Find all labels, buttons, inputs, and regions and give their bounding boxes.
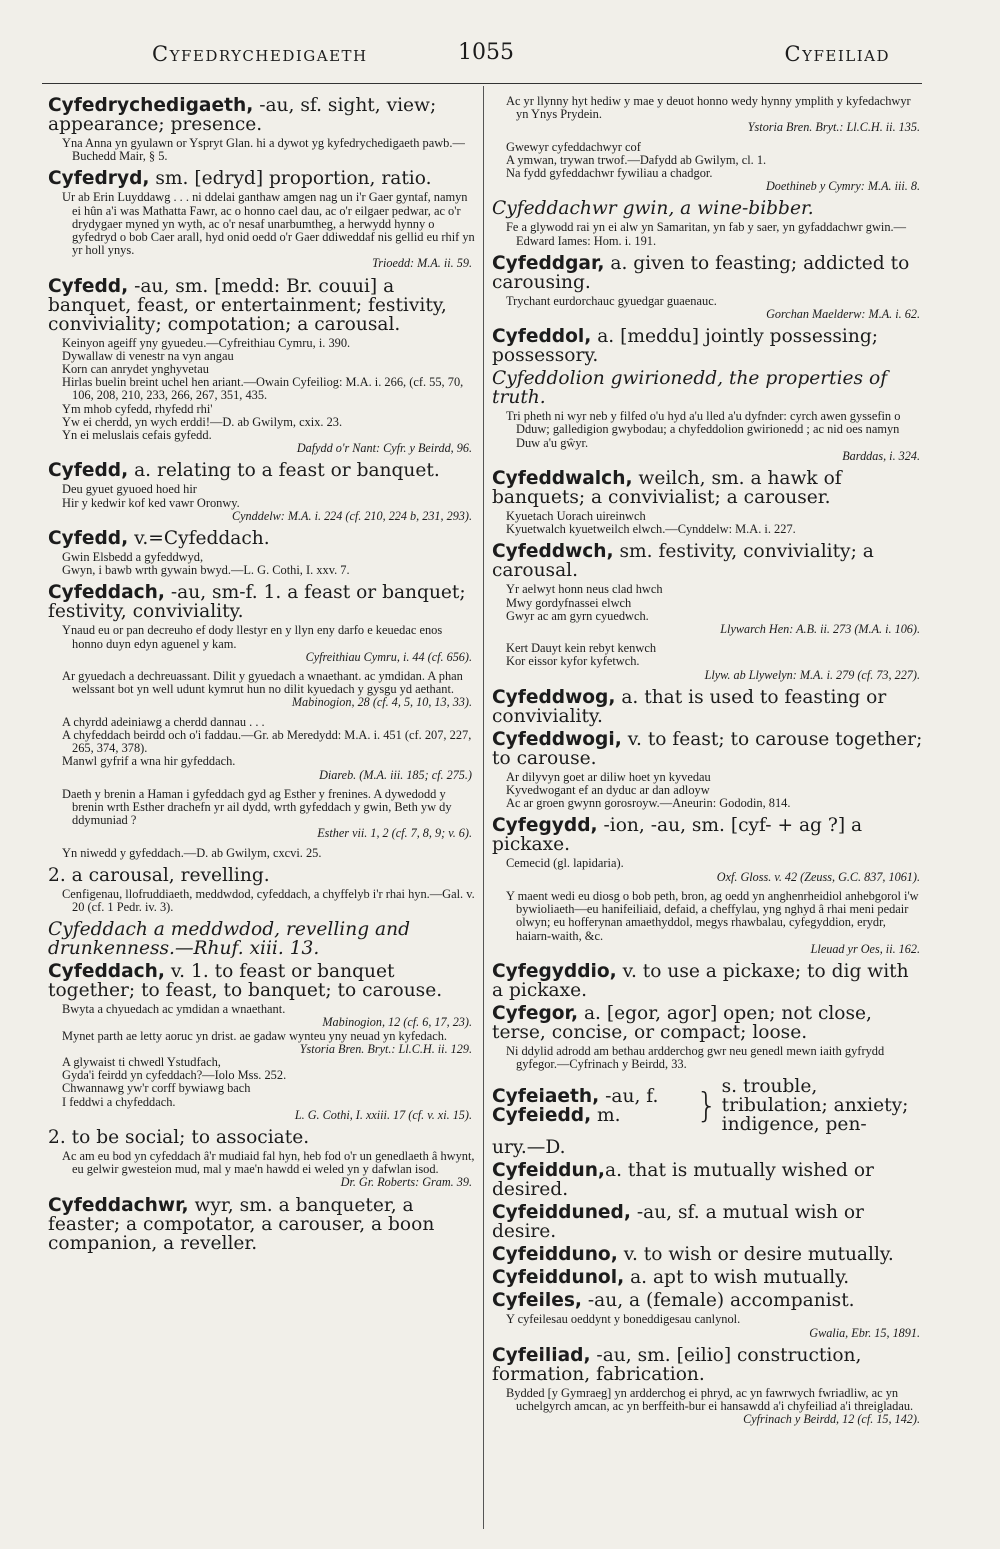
headword: Cyfeiaeth,	[492, 1085, 600, 1107]
citation-block	[62, 788, 476, 841]
definition-continuation: ury.—D.	[492, 1137, 566, 1159]
citation-line: Yr aelwyt honn neus clad hwch	[506, 582, 663, 597]
citation-line: Gwyn, i bawb wrth gywain bwyd.—L. G. Cothi, I. xxv. 7.	[62, 563, 350, 578]
headword: Cyfeddach,	[48, 582, 165, 604]
dictionary-entry	[492, 1346, 924, 1384]
dictionary-entry	[492, 688, 924, 726]
dictionary-entry	[492, 730, 924, 768]
citation-block	[506, 583, 924, 636]
headword: Cyfeddachwr,	[48, 1194, 189, 1216]
headword: Cyfeidduno,	[492, 1244, 618, 1266]
citation-line: A chyrdd adeiniawg a cherdd dannau . . .	[62, 714, 265, 729]
citation-line: Fe a glywodd rai yn ei alw yn Samaritan, yn fab y saer, yn gyfaddachwr gwin.—Edward Iames: Hom. i. 191.	[506, 220, 907, 248]
citation-source: Cyfreithiau Cymru, i. 44 (cf. 656).	[305, 649, 472, 664]
citation-line: Kyuetwalch kyuetweilch elwch.—Cynddelw: M.A. i. 227.	[506, 522, 796, 537]
definition: -ion, -au, sm. [cyf- + ag ?] a pickaxe.	[492, 815, 863, 856]
dictionary-entry	[48, 96, 476, 134]
citation-line: Kert Dauyt kein rebyt kenwch	[506, 641, 657, 656]
headword: Cyfeiliad,	[492, 1344, 591, 1366]
definition: a. relating to a feast or banquet.	[128, 460, 440, 482]
citation-source: Llywarch Hen: A.B. ii. 273 (M.A. i. 106).	[720, 622, 920, 637]
dictionary-entry	[48, 583, 476, 621]
citation-source: Barddas, i. 324.	[842, 448, 920, 463]
headword: Cyfedd,	[48, 528, 129, 550]
citation-block	[62, 551, 476, 577]
definition: -au, sf. sight, view; appearance; presence.	[48, 95, 437, 135]
entry-cyfeiaeth-cyfeiedd	[492, 1077, 924, 1134]
citation-block	[506, 1313, 924, 1339]
definition: a. [egor, agor] open; not close, terse, concise, or compact; loose.	[492, 1002, 872, 1043]
headword: Cyfeddgar,	[492, 252, 605, 274]
definition: -au, sm. [medd: Br. couui] a banquet, feast, or entertainment; festivity, conviviality; compotation; a carousal.	[48, 275, 447, 335]
citation-source: Diareb. (M.A. iii. 185; cf. 275.)	[319, 767, 472, 782]
dictionary-entry	[492, 1245, 924, 1264]
citation-block	[506, 410, 924, 463]
citation-source: Cyfrinach y Beirdd, 12 (cf. 15, 142).	[743, 1412, 920, 1427]
definition: a. [meddu] jointly possessing; possessory.	[492, 326, 879, 367]
right-entry-list-tail	[492, 1161, 924, 1426]
sense-2-phrase: Cyfeddach a meddwdod, revelling and drunkenness.—Rhuf. xiii. 13.	[48, 919, 410, 960]
dictionary-entry	[492, 1004, 924, 1042]
definition: v. to use a pickaxe; to dig with a pickaxe.	[492, 960, 909, 1001]
citation-source: Doethineb y Cymry: M.A. iii. 8.	[766, 179, 920, 194]
citation-line: Ym mhob cyfedd, rhyfedd rhi'	[62, 401, 213, 416]
definition: a. that is mutually wished or desired.	[492, 1160, 874, 1201]
citation-line: Kyuetach Uorach uireinwch	[506, 509, 646, 524]
left-entry-list	[48, 96, 476, 860]
header-rule	[42, 83, 922, 84]
citation-source: Trioedd: M.A. ii. 59.	[372, 256, 472, 271]
citation-line: Yw ei cherdd, yn wych erddi!—D. ab Gwilym, cxix. 23.	[62, 414, 343, 429]
dictionary-entry	[48, 169, 476, 188]
headword: Cyfegyddio,	[492, 960, 617, 982]
citation-line: Y cyfeilesau oeddynt y boneddigesau canlynol.	[506, 1312, 741, 1327]
sense-2-quote: Cenfigenau, llofruddiaeth, meddwdod, cyfeddach, a chyffelyb i'r rhai hyn.—Gal. v. 20 (cf. 1 Pedr. iv. 3).	[62, 886, 475, 914]
entry-cyfeddachwr	[48, 1196, 476, 1253]
citation-source: Gwalia, Ebr. 15, 1891.	[809, 1325, 920, 1340]
citation-block	[506, 642, 924, 682]
headword: Cyfegydd,	[492, 815, 598, 837]
entry-cyfeddach-verb	[48, 962, 476, 1000]
citation-line: Yn niwedd y gyfeddach.—D. ab Gwilym, cxcvi. 25.	[62, 845, 322, 860]
definition: -au, sf. a mutual wish or desire.	[492, 1202, 864, 1243]
definition: v. to feast; to carouse together; to carouse.	[492, 728, 923, 769]
definition: -au, sm. [eilio] construction, formation, fabrication.	[492, 1344, 862, 1385]
citation-line: Hir y kedwir kof ked vawr Oronwy.	[62, 495, 240, 510]
headword: Cyfedryd,	[48, 168, 150, 190]
citation-block	[62, 847, 476, 860]
citation-block	[62, 137, 476, 163]
citation-block	[62, 191, 476, 270]
citation-line: Ar gyuedach a dechreuassant. Dilit y gyuedach a wnaethant. ac ymdidan. A phan welssant bot yn well udunt kymrut hun no dilit kyuedach y gysgu yd aethant.	[62, 669, 463, 697]
dictionary-entry	[492, 1203, 924, 1241]
citation-block	[506, 771, 924, 811]
dictionary-entry	[492, 327, 924, 365]
definition: a. given to feasting; addicted to carousing.	[492, 252, 910, 293]
headword: Cyfeddwog,	[492, 686, 616, 708]
citation-line: Ac yr llynny hyt hediw y mae y deuot honno wedy hynny ymplith y kyfedachwyr yn Ynys Prydein.	[506, 94, 911, 122]
citation-block	[506, 1387, 924, 1427]
citation-line: Ur ab Erin Luyddawg . . . ni ddelai ganthaw amgen nag un i'r Gaer gyntaf, namyn ei hûn a'i was Mathatta Fawr, ac o honno cael dau, ac o'r eilgaer pedwar, ac o'r drydygaer myned yn wyth, ac o'r nesaf unarbumtheg, a herwydd hynny o gyfedryd o bob Caer arall, hyd onid oedd o'r Gaer ddiweddaf nis gellid eu rhif yn yr holl ynys.	[62, 190, 475, 258]
citation-line: Y maent wedi eu diosg o bob peth, bron, ag oedd yn anghenrheidiol anhebgorol i'w bywioliaeth—eu hanifeiliaid, defaid, a cheffylau, yng nghyd â rhai meni pedair olwyn; eu hofferynan amaethyddol, megys rhawbalau, cyfegyddion, erydr, haiarn-waith, &c.	[506, 888, 919, 943]
citation-line: Dywallaw di venestr na vyn angau	[62, 348, 234, 363]
headword: Cyfeiddunol,	[492, 1267, 625, 1289]
definition: wyr, sm. a banqueter, a feaster; a compotator, a carouser, a boon companion, a reveller.	[48, 1194, 435, 1254]
citation-block	[62, 624, 476, 664]
citation-line: Trychant eurdorchauc gyuedgar guaenauc.	[506, 293, 717, 308]
left-column	[48, 92, 476, 1531]
dictionary-entry	[492, 816, 924, 854]
page-header	[42, 42, 930, 82]
definition: s. trouble, tribulation; anxiety; indigence, pen-	[721, 1076, 909, 1136]
citation-block	[506, 1045, 924, 1071]
dictionary-entry	[48, 529, 476, 548]
definition: -au, a (female) accompanist.	[581, 1290, 855, 1312]
dictionary-entry	[492, 962, 924, 1000]
citation-line: Gwin Elsbedd a gyfeddwyd,	[62, 550, 204, 565]
citation-line: Hirlas buelin breint uchel hen ariant.—Owain Cyfeiliog: M.A. i. 266, (cf. 55, 70, 106, 208, 210, 233, 266, 267, 351, 435.	[62, 375, 464, 403]
definition: weilch, sm. a hawk of banquets; a convivialist; a carouser.	[492, 468, 842, 509]
citation-line: Gwyr ac am gyrn cyuedwch.	[506, 608, 649, 623]
dictionary-entry	[492, 469, 924, 507]
headword: Cyfeddol,	[492, 326, 592, 348]
citation-line: Daeth y brenin a Haman i gyfeddach gyd ag Esther y frenines. A dywedodd y brenin wrth Esther drachefn yr ail dydd, wrth gyfeddach y gwin, Beth yw dy ddymuniad ?	[62, 786, 452, 828]
definition: -au, f.	[599, 1085, 659, 1107]
dictionary-entry	[492, 1291, 924, 1310]
headword: Cyfeiddun,	[492, 1160, 605, 1182]
definition: a. apt to wish mutually.	[624, 1267, 850, 1289]
citation-line: Deu gyuet gyuoed hoed hir	[62, 482, 197, 497]
citation-block	[506, 141, 924, 194]
header-left-guideword: Cyfedrychedigaeth	[152, 42, 368, 66]
definition: v. 1. to feast or banquet together; to feast, to banquet; to carouse.	[48, 961, 443, 1002]
sense-2-heading: 2. a carousal, revelling.	[48, 864, 270, 886]
column-divider	[483, 86, 484, 1529]
citation-line: Yn ei meluslais cefais gyfedd.	[62, 428, 212, 443]
definition: sm. [edryd] proportion, ratio.	[149, 168, 432, 190]
citation-source: Dafydd o'r Nant: Cyfr. y Beirdd, 96.	[296, 441, 472, 456]
dictionary-entry	[492, 369, 924, 407]
headword: Cyfeddwch,	[492, 541, 614, 563]
citation-source: Mabinogion, 28 (cf. 4, 5, 10, 13, 33).	[291, 695, 472, 710]
definition: sm. festivity, conviviality; a carousal.	[492, 541, 874, 582]
headword: Cyfeiedd,	[492, 1104, 592, 1126]
citation-source: Esther vii. 1, 2 (cf. 7, 8, 9; v. 6).	[317, 826, 472, 841]
citation-block	[506, 95, 924, 135]
citation-line: Yna Anna yn gyulawn or Yspryt Glan. hi a dywot yg kyfedrychedigaeth pawb.—Buchedd Mair, § 5.	[62, 136, 465, 164]
definition: Cyfeddolion gwirionedd, the properties of truth.	[492, 368, 888, 409]
dictionary-entry	[492, 542, 924, 580]
definition: a. that is used to feasting or conviviality.	[492, 686, 887, 727]
headword: Cyfeddach,	[48, 961, 165, 983]
citation-source: Oxf. Gloss. v. 42 (Zeuss, G.C. 837, 1061).	[716, 869, 920, 884]
citation-block: Bwyta a chyuedach ac ymdidan a wnaethant. Mabinogion, 12 (cf. 6, 17, 23). Mynet parth ae letty aoruc yn drist. ae gadaw wynteu yny neuad yn kyfedach. Ystoria Bren. Bryt.: Ll.C.H. ii. 129. A glywaist ti chwedl Ystudfach, Gyda'i feirdd yn cyfeddach?—Iolo Mss. 252. Chwannawg yw'r corff bywiawg bach I feddwi a chyfeddach. L. G. Cothi, I. xxiii. 17 (cf. v. xi. 15).	[62, 1002, 472, 1122]
citation-block: Ac am eu bod yn cyfeddach â'r mudiaid fal hyn, heb fod o'r un genedlaeth â hwynt, eu gelwir gwesteion mud, mal y mae'n hawdd ei weled yn y dafwlan isod. Dr. Gr. Roberts: Gram. 39.	[62, 1148, 475, 1190]
headword: Cyfeiles,	[492, 1290, 582, 1312]
dictionary-entry	[492, 254, 924, 292]
headword: Cyfedd,	[48, 460, 129, 482]
citation-source: Ystoria Bren. Bryt.: Ll.C.H. ii. 135.	[747, 120, 920, 135]
citation-line: Gwewyr cyfeddachwyr cof	[506, 139, 641, 154]
citation-block	[506, 221, 924, 247]
definition: v.=Cyfeddach.	[128, 528, 270, 550]
citation-line: Na fydd gyfeddachwr fywiliau a chadgor.	[506, 166, 713, 181]
citation-source: Lleuad yr Oes, ii. 162.	[810, 941, 920, 956]
header-right-guideword: Cyfeiliad	[784, 42, 890, 66]
citation-line: Ni ddylid adrodd am bethau ardderchog gwr neu genedl mewn iaith gyfrydd gyfegor.—Cyfrinach y Beirdd, 33.	[506, 1043, 885, 1072]
citation-line: Manwl gyfrif a wna hir gyfeddach.	[62, 754, 236, 769]
citation-source: Gorchan Maelderw: M.A. i. 62.	[766, 307, 920, 322]
citation-block	[62, 670, 476, 710]
dictionary-entry	[492, 1161, 924, 1199]
citation-line: Korn can anrydet ynghyvetau	[62, 362, 209, 377]
headword: Cyfeddwogi,	[492, 728, 622, 750]
citation-line: Mwy gordyfnassei elwch	[506, 595, 632, 610]
dictionary-entry	[48, 277, 476, 334]
headword: Cyfedrychedigaeth,	[48, 95, 254, 116]
citation-line: Kyvedwogant ef an dyduc ar dan adloyw	[506, 783, 710, 798]
citation-source: Cynddelw: M.A. i. 224 (cf. 210, 224 b, 231, 293).	[232, 508, 472, 523]
citation-block	[62, 483, 476, 523]
headword: Cyfeidduned,	[492, 1202, 631, 1224]
sense-2b-heading: 2. to be social; to associate.	[48, 1126, 310, 1148]
citation-line: Keinyon ageiff yny gyuedeu.—Cyfreithiau Cymru, i. 390.	[62, 335, 351, 350]
citation-line: Cemecid (gl. lapidaria).	[506, 856, 624, 871]
brace-glyph: }	[696, 1085, 718, 1126]
definition: v. to wish or desire mutually.	[617, 1244, 894, 1266]
headword: Cyfegor,	[492, 1002, 579, 1024]
citation-line: Ar dilyvyn goet ar diliw hoet yn kyvedau	[506, 769, 711, 784]
definition: -au, sm-f. 1. a feast or banquet; festivity, conviviality.	[48, 582, 466, 623]
citation-line: Ynaud eu or pan decreuho ef dody llestyr en y llyn eny darfo e keuedac enos honno duyn edyn aguenel y kam.	[62, 623, 443, 651]
headword: Cyfedd,	[48, 275, 129, 297]
dictionary-entry	[48, 461, 476, 480]
dictionary-entry	[492, 199, 924, 218]
citation-block	[506, 890, 924, 956]
citation-line: Tri pheth ni wyr neb y filfed o'u hyd a'u lled a'u dyfnder: cyrch awen gyssefin o Dduw; galledigion gwybodau; a chyfeddolion gwirionedd ; ac nid oes namyn Duw a'u gŵyr.	[506, 409, 901, 450]
definition: Cyfeddachwr gwin, a wine-bibber.	[492, 198, 814, 220]
right-column	[492, 92, 924, 1531]
citation-line: Ac ar groen gwynn gorosroyw.—Aneurin: Gododin, 814.	[506, 796, 791, 811]
dictionary-entry	[492, 1268, 924, 1287]
citation-line: Bydded [y Gymraeg] yn ardderchog ei phryd, ac yn fawrwych fwriadliw, ac yn uchelgyrch amcan, ac yn berffeith-bur ei hansawdd a'i chyfeiliad a'i threigladau.	[506, 1385, 914, 1413]
citation-block	[62, 337, 476, 456]
citation-line: Kor eissor kyfor kyfetwch.	[506, 654, 640, 669]
citation-source: Llyw. ab Llywelyn: M.A. i. 279 (cf. 73, 227).	[704, 667, 920, 682]
headword: Cyfeddwalch,	[492, 468, 633, 490]
definition: m.	[591, 1104, 621, 1126]
citation-block	[506, 857, 924, 883]
citation-line: A chyfeddach beirdd och o'i faddau.—Gr. ab Meredydd: M.A. i. 451 (cf. 207, 227, 265, 374, 378).	[62, 727, 472, 756]
citation-block	[62, 716, 476, 782]
right-entry-list	[492, 95, 924, 1071]
page-number: 1055	[458, 40, 514, 65]
citation-block	[506, 295, 924, 321]
citation-block	[506, 510, 924, 536]
citation-line: A ymwan, trywan trwof.—Dafydd ab Gwilym, cl. 1.	[506, 152, 767, 167]
